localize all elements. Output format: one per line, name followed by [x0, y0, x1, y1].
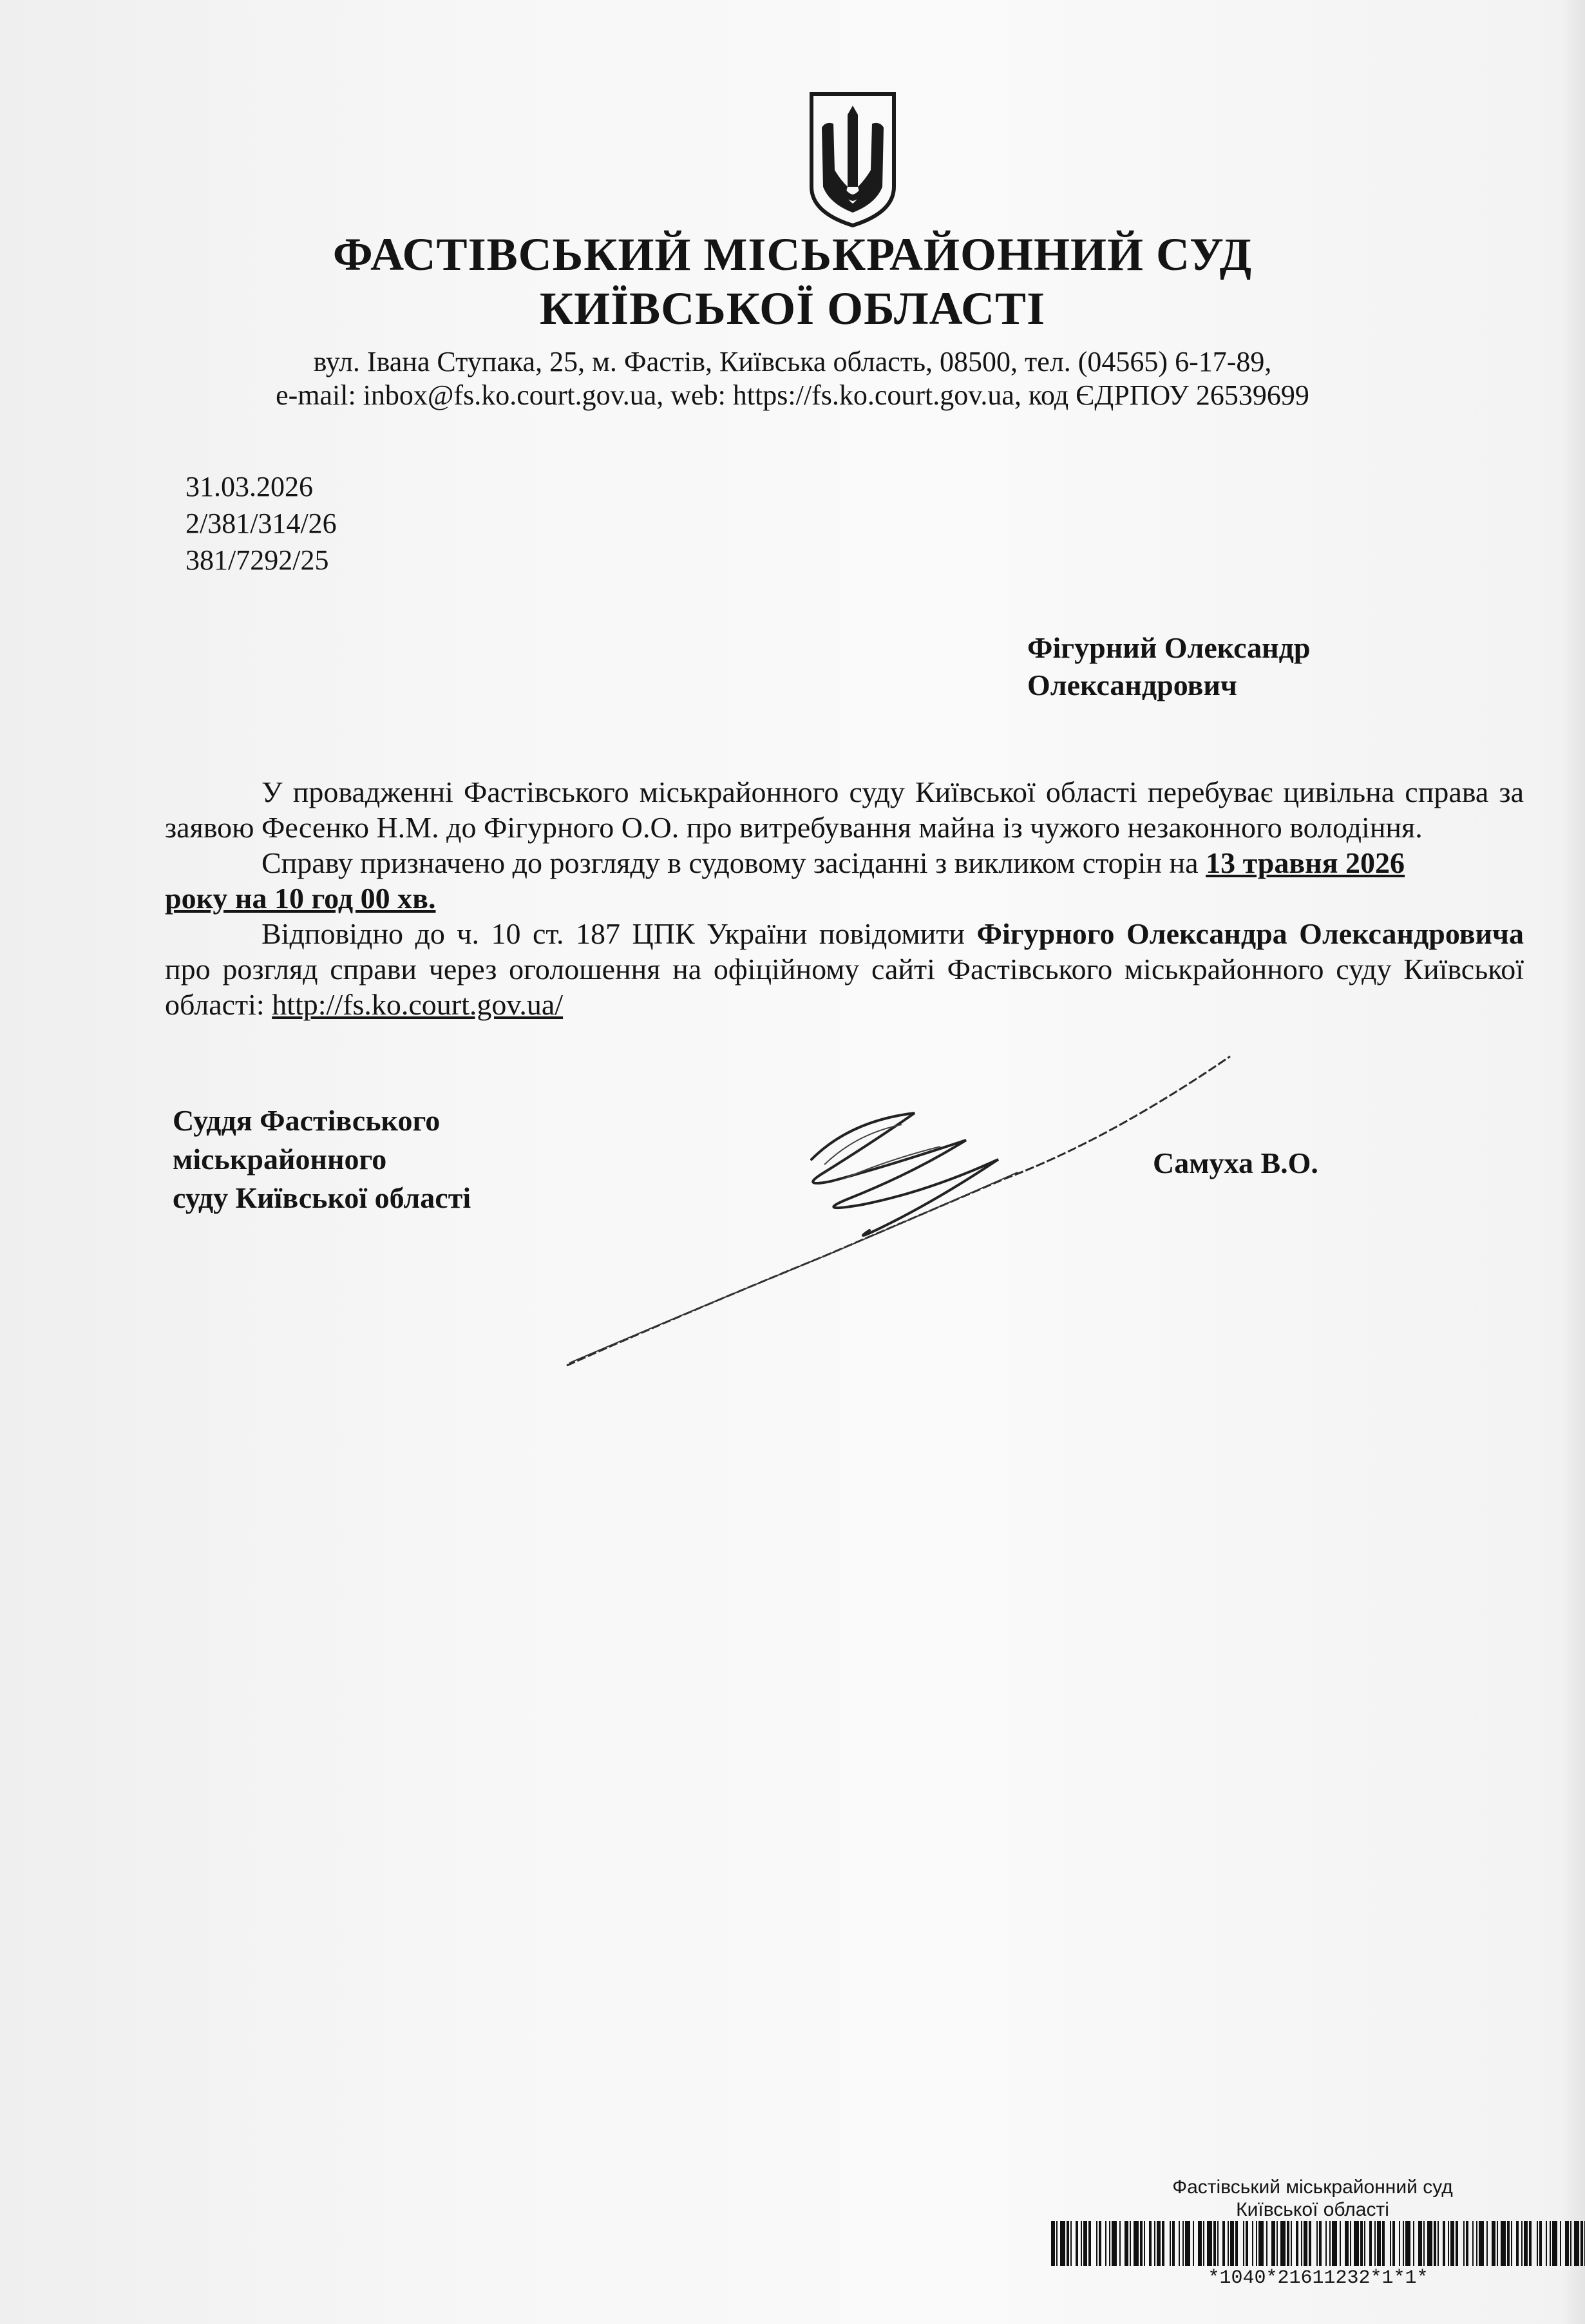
judge-title-line3: суду Київської області — [173, 1181, 471, 1214]
barcode-bar — [1392, 2221, 1395, 2266]
barcode-bar — [1230, 2221, 1234, 2266]
barcode-bar — [1501, 2221, 1506, 2266]
barcode-bar — [1112, 2221, 1117, 2266]
barcode-bar — [1256, 2221, 1257, 2266]
barcode-bar — [1497, 2221, 1498, 2266]
barcode-bar — [1134, 2221, 1139, 2266]
barcode-bar — [1280, 2221, 1286, 2266]
document-barcode — [1051, 2221, 1585, 2266]
barcode-bar — [1382, 2221, 1385, 2266]
barcode-bar — [1524, 2221, 1528, 2266]
hearing-date: 13 травня 2026 — [1206, 846, 1405, 879]
barcode-number: *1040*21611232*1*1* — [1208, 2267, 1428, 2289]
barcode-bar — [1172, 2221, 1175, 2266]
barcode-bar — [1529, 2221, 1532, 2266]
barcode-bar — [1438, 2221, 1439, 2266]
barcode-bar — [1516, 2221, 1519, 2266]
barcode-bar — [1427, 2221, 1432, 2266]
barcode-bar — [1154, 2221, 1155, 2266]
outgoing-number: 2/381/314/26 — [185, 508, 337, 539]
barcode-bar — [1258, 2221, 1264, 2266]
coat-of-arms-icon — [808, 90, 898, 229]
paragraph-case-info: У провадженні Фастівського міськрайонного суду Київської області перебуває цивільна справа за заявою Фесенко Н.М. до Фігурного О.О. про витребування майна із чужого незаконного володіння. — [165, 776, 1524, 844]
barcode-bar — [1546, 2221, 1547, 2266]
barcode-bar — [1235, 2221, 1238, 2266]
barcode-bar — [1360, 2221, 1363, 2266]
court-website-link[interactable]: http://fs.ko.court.gov.ua/ — [272, 988, 564, 1021]
judge-name: Самуха В.О. — [1153, 1147, 1318, 1179]
barcode-bar — [1296, 2221, 1298, 2266]
barcode-bar — [1340, 2221, 1341, 2266]
barcode-bar — [1345, 2221, 1349, 2266]
judge-title-line1: Суддя Фастівського — [173, 1104, 441, 1137]
barcode-bar — [1434, 2221, 1436, 2266]
barcode-bar — [1443, 2221, 1445, 2266]
barcode-bar — [1157, 2221, 1161, 2266]
paragraph-hearing-date — [165, 845, 1524, 916]
barcode-bar — [1083, 2221, 1087, 2266]
barcode-bar — [1203, 2221, 1204, 2266]
barcode-bar — [1076, 2221, 1078, 2266]
barcode-bar — [1198, 2221, 1202, 2266]
barcode-bar — [1539, 2221, 1542, 2266]
barcode-bar — [1222, 2221, 1225, 2266]
barcode-bar — [1511, 2221, 1512, 2266]
barcode-bar — [1309, 2221, 1311, 2266]
barcode-bar — [1207, 2221, 1212, 2266]
barcode-bar — [1521, 2221, 1523, 2266]
notification-text-2: про розгляд справи через оголошення на офіційному сайті Фастівського міськрайонного суду Київської області: — [165, 953, 1524, 1021]
barcode-bar — [1399, 2221, 1400, 2266]
addressee-line1: Фігурний Олександр — [1027, 631, 1311, 664]
barcode-bar — [1537, 2221, 1538, 2266]
stamp-region: Київської області — [1236, 2199, 1389, 2220]
barcode-bar — [1271, 2221, 1275, 2266]
barcode-bar — [1466, 2221, 1468, 2266]
barcode-bar — [1067, 2221, 1069, 2266]
barcode-bar — [1170, 2221, 1171, 2266]
barcode-bar — [1228, 2221, 1229, 2266]
hearing-time: року на 10 год 00 хв. — [165, 882, 436, 915]
barcode-bar — [1319, 2221, 1322, 2266]
barcode-bar — [1056, 2221, 1058, 2266]
court-address: вул. Івана Ступака, 25, м. Фастів, Київська область, 08500, тел. (04565) 6-17-89, — [313, 346, 1272, 377]
barcode-bar — [1413, 2221, 1414, 2266]
barcode-bar — [1377, 2221, 1381, 2266]
barcode-bar — [1096, 2221, 1097, 2266]
barcode-bar — [1316, 2221, 1318, 2266]
barcode-bar — [1081, 2221, 1082, 2266]
judge-title-line2: міськрайонного — [173, 1143, 387, 1176]
barcode-bar — [1277, 2221, 1278, 2266]
barcode-bar — [1291, 2221, 1292, 2266]
barcode-bar — [1405, 2221, 1410, 2266]
barcode-bar — [1476, 2221, 1477, 2266]
barcode-bar — [1448, 2221, 1449, 2266]
barcode-bar — [1099, 2221, 1101, 2266]
barcode-bar — [1479, 2221, 1484, 2266]
barcode-bar — [1109, 2221, 1110, 2266]
barcode-bar — [1217, 2221, 1219, 2266]
barcode-bar — [1403, 2221, 1404, 2266]
barcode-bar — [1051, 2221, 1055, 2266]
barcode-bar — [1364, 2221, 1365, 2266]
barcode-bar — [1550, 2221, 1551, 2266]
barcode-bar — [1144, 2221, 1145, 2266]
barcode-bar — [1552, 2221, 1557, 2266]
barcode-bar — [1119, 2221, 1121, 2266]
barcode-bar — [1329, 2221, 1331, 2266]
addressee-line2: Олександрович — [1027, 669, 1237, 701]
barcode-bar — [1565, 2221, 1569, 2266]
barcode-bar — [1193, 2221, 1194, 2266]
barcode-bar — [1304, 2221, 1307, 2266]
barcode-bar — [1332, 2221, 1337, 2266]
barcode-bar — [1252, 2221, 1253, 2266]
barcode-bar — [1149, 2221, 1152, 2266]
signature-icon — [554, 1043, 1269, 1378]
barcode-bar — [1418, 2221, 1422, 2266]
barcode-bar — [1266, 2221, 1267, 2266]
letter-body — [165, 774, 1524, 1022]
barcode-bar — [1162, 2221, 1164, 2266]
barcode-bar — [1390, 2221, 1391, 2266]
barcode-bar — [1472, 2221, 1474, 2266]
barcode-bar — [1060, 2221, 1065, 2266]
barcode-bar — [1456, 2221, 1458, 2266]
court-contacts: e-mail: inbox@fs.ko.court.gov.ua, web: https://fs.ko.court.gov.ua, код ЄДРПОУ 26539699 — [276, 379, 1309, 411]
barcode-bar — [1185, 2221, 1190, 2266]
notification-text-1: Відповідно до ч. 10 ст. 187 ЦПК України повідомити — [261, 917, 977, 950]
barcode-bar — [1325, 2221, 1327, 2266]
barcode-bar — [1463, 2221, 1465, 2266]
barcode-bar — [1354, 2221, 1359, 2266]
barcode-bar — [1560, 2221, 1561, 2266]
notified-person-name: Фігурного Олександра Олександровича — [976, 917, 1524, 950]
barcode-bar — [1450, 2221, 1454, 2266]
court-name-line2: КИЇВСЬКОЇ ОБЛАСТІ — [539, 283, 1046, 334]
barcode-bar — [1574, 2221, 1579, 2266]
barcode-bar — [1570, 2221, 1571, 2266]
barcode-bar — [1350, 2221, 1351, 2266]
barcode-bar — [1140, 2221, 1143, 2266]
barcode-bar — [1125, 2221, 1128, 2266]
barcode-bar — [1130, 2221, 1131, 2266]
barcode-bar — [1507, 2221, 1510, 2266]
stamp-court-name: Фастівський міськрайонний суд — [1172, 2176, 1453, 2198]
barcode-bar — [1374, 2221, 1376, 2266]
barcode-bar — [1088, 2221, 1091, 2266]
barcode-bar — [1423, 2221, 1425, 2266]
hearing-text: Справу призначено до розгляду в судовому засіданні з викликом сторін на — [261, 846, 1206, 879]
barcode-bar — [1179, 2221, 1180, 2266]
barcode-bar — [1486, 2221, 1488, 2266]
barcode-bar — [1182, 2221, 1184, 2266]
barcode-bar — [1246, 2221, 1248, 2266]
barcode-bar — [1287, 2221, 1289, 2266]
court-name-line1: ФАСТІВСЬКИЙ МІСЬКРАЙОННИЙ СУД — [332, 229, 1253, 280]
barcode-bar — [1301, 2221, 1302, 2266]
barcode-bar — [1213, 2221, 1216, 2266]
barcode-bar — [1070, 2221, 1072, 2266]
paragraph-notification — [165, 916, 1524, 1022]
barcode-bar — [1105, 2221, 1106, 2266]
case-number: 381/7292/25 — [185, 544, 329, 576]
barcode-bar — [1243, 2221, 1244, 2266]
barcode-bar — [1369, 2221, 1372, 2266]
barcode-bar — [1492, 2221, 1495, 2266]
barcode-bar — [1580, 2221, 1583, 2266]
document-date: 31.03.2026 — [185, 471, 313, 502]
